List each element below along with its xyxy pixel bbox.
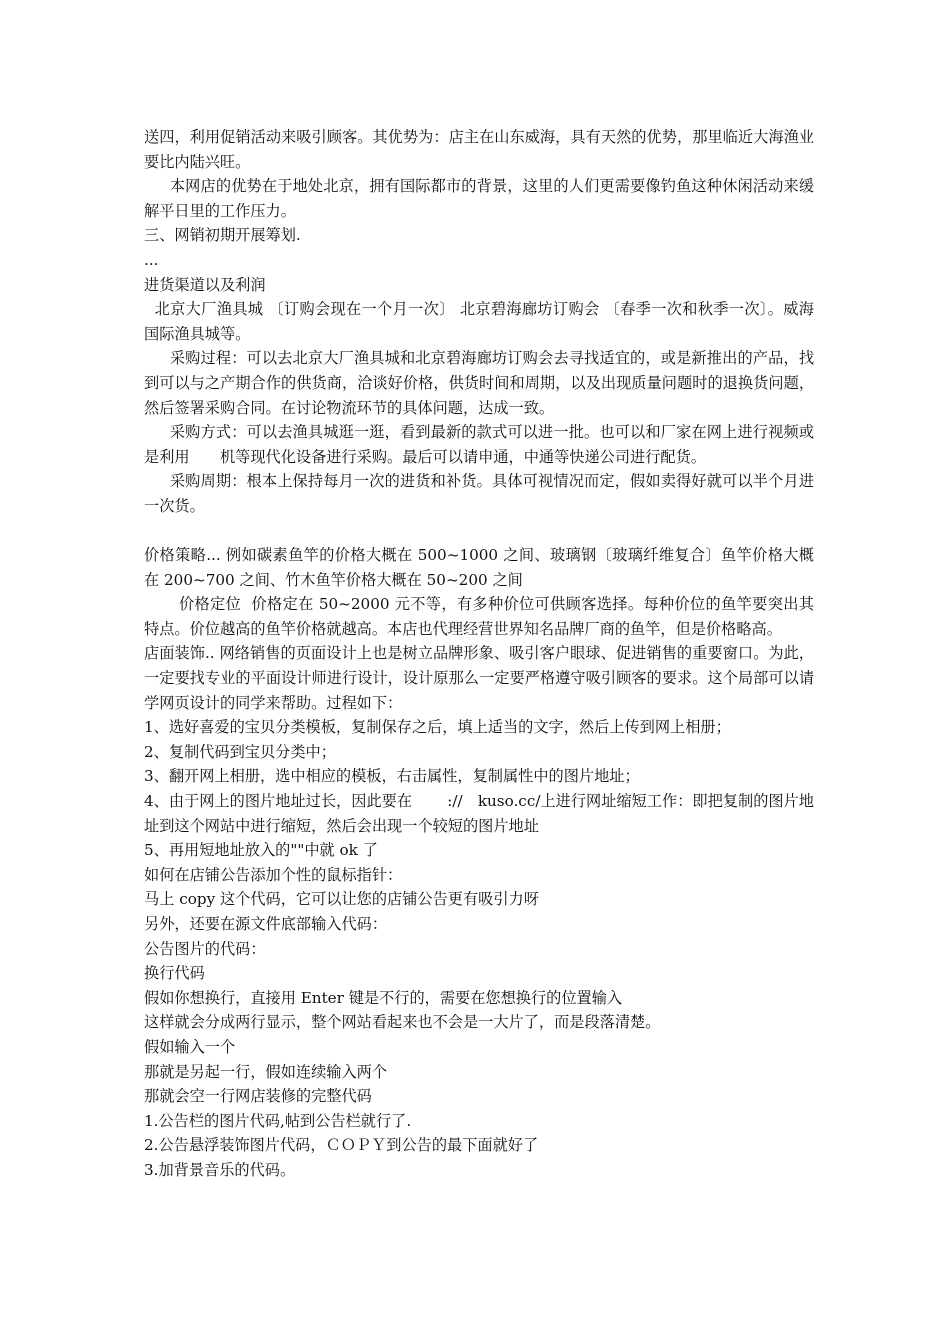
paragraph: 本网店的优势在于地处北京，拥有国际都市的背景，这里的人们更需要像钓鱼这种休闲活动来缓解平日里的工作压力。 bbox=[144, 177, 814, 220]
paragraph: 采购周期：根本上保持每月一次的进货和补货。具体可视情况而定，假如卖得好就可以半个月进一次货。 bbox=[144, 472, 814, 515]
list-item: 3、翻开网上相册，选中相应的模板，右击属性，复制属性中的图片地址； bbox=[144, 767, 640, 786]
list-item: 1、选好喜爱的宝贝分类模板，复制保存之后，填上适当的文字，然后上传到网上相册； bbox=[144, 718, 731, 737]
subheading: 进货渠道以及利润 bbox=[144, 275, 266, 294]
paragraph: ... bbox=[144, 250, 159, 269]
paragraph: 假如你想换行，直接用 Enter 键是不行的，需要在您想换行的位置输入 bbox=[144, 988, 623, 1007]
blank-line bbox=[144, 519, 814, 544]
list-item: 2.公告悬浮装饰图片代码，ＣＯＰＹ到公告的最下面就好了 bbox=[144, 1136, 539, 1155]
paragraph: 送四，利用促销活动来吸引顾客。其优势为：店主在山东威海，具有天然的优势，那里临近大海渔业要比内陆兴旺。 bbox=[144, 128, 814, 171]
document-body bbox=[144, 125, 814, 1183]
paragraph: 另外，还要在源文件底部输入代码： bbox=[144, 915, 387, 933]
list-item: 4、由于网上的图片地址过长，因此要在 :// kuso.cc/上进行网址缩短工作：即把复制的图片地址到这个网站中进行缩短，然后会出现一个较短的图片地址 bbox=[144, 792, 814, 835]
section-heading: 三、网销初期开展筹划. bbox=[144, 226, 301, 245]
paragraph: 公告图片的代码： bbox=[144, 939, 266, 958]
paragraph: 采购过程：可以去北京大厂渔具城和北京碧海廊坊订购会去寻找适宜的，或是新推出的产品，找到可以与之产期合作的供货商，洽谈好价格，供货时间和周期，以及出现质量问题时的退换货问题，然后签署采购合同。在讨论物流环节的具体问题，达成一致。 bbox=[144, 349, 814, 417]
paragraph: 那就会空一行网店装修的完整代码 bbox=[144, 1087, 372, 1106]
paragraph: 北京大厂渔具城 〔订购会现在一个月一次〕 北京碧海廊坊订购会 〔春季一次和秋季一次〕。威海国际渔具城等。 bbox=[144, 300, 814, 343]
paragraph: 店面装饰.. 网络销售的页面设计上也是树立品牌形象、吸引客户眼球、促进销售的重要窗口。为此，一定要找专业的平面设计师进行设计，设计原那么一定要严格遵守吸引顾客的要求。这个局部可以请学网页设计的同学来帮助。过程如下： bbox=[144, 644, 814, 712]
paragraph: 换行代码 bbox=[144, 964, 205, 983]
paragraph: 这样就会分成两行显示，整个网站看起来也不会是一大片了，而是段落清楚。 bbox=[144, 1013, 661, 1032]
paragraph: 那就是另起一行，假如连续输入两个 bbox=[144, 1062, 387, 1081]
paragraph: 价格定位 价格定在 50~2000 元不等，有多种价位可供顾客选择。每种价位的鱼竿要突出其特点。价位越高的鱼竿价格就越高。本店也代理经营世界知名品牌厂商的鱼竿，但是价格略高。 bbox=[144, 595, 814, 638]
list-item: 1.公告栏的图片代码,帖到公告栏就行了. bbox=[144, 1111, 412, 1130]
paragraph: 马上 copy 这个代码，它可以让您的店铺公告更有吸引力呀 bbox=[144, 890, 539, 909]
list-item: 5、再用短地址放入的""中就 ok 了 bbox=[144, 841, 378, 860]
list-item: 3.加背景音乐的代码。 bbox=[144, 1160, 296, 1179]
paragraph: 采购方式：可以去渔具城逛一逛，看到最新的款式可以进一批。也可以和厂家在网上进行视频或是利用 机等现代化设备进行采购。最后可以请申通，中通等快递公司进行配货。 bbox=[144, 423, 814, 466]
paragraph: 如何在店铺公告添加个性的鼠标指针： bbox=[144, 865, 403, 884]
list-item: 2、复制代码到宝贝分类中； bbox=[144, 742, 336, 761]
paragraph: 假如输入一个 bbox=[144, 1037, 236, 1056]
paragraph: 价格策略... 例如碳素鱼竿的价格大概在 500~1000 之间、玻璃钢〔玻璃纤维复合〕鱼竿价格大概在 200~700 之间、竹木鱼竿价格大概在 50~200 之间 bbox=[144, 546, 814, 589]
